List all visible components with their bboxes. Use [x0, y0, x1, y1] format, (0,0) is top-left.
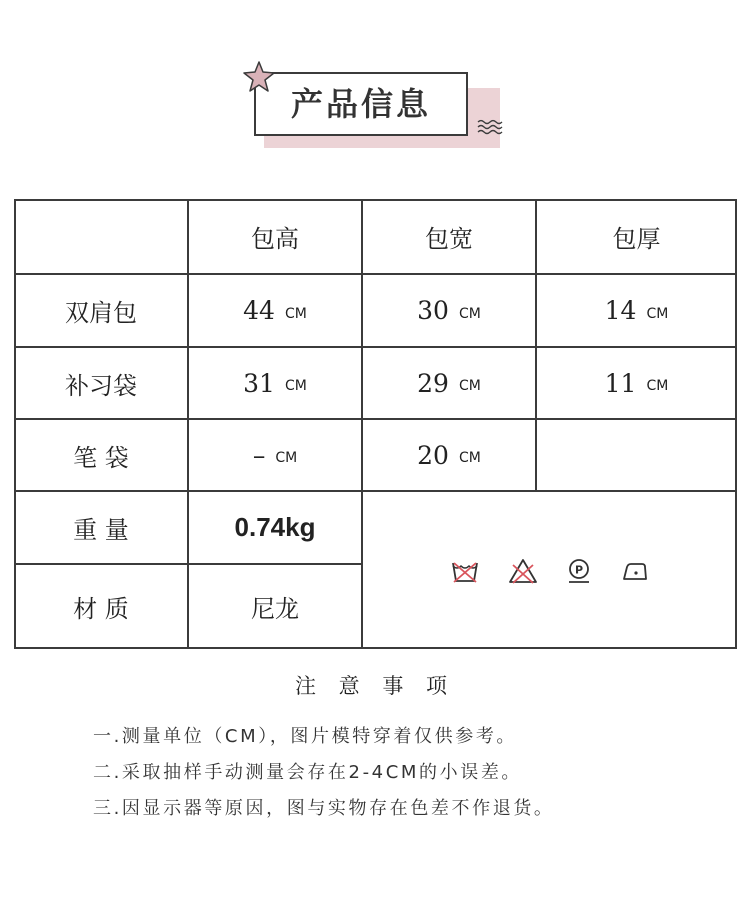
- table-cell: [362, 274, 536, 347]
- cell-value: 20: [417, 440, 449, 470]
- row-label-pencil-case: 笔 袋: [73, 443, 129, 472]
- cell-value: 14: [604, 296, 637, 325]
- header-bag-depth: 包厚: [612, 225, 661, 253]
- header-bag-width: 包宽: [425, 225, 473, 253]
- cell-unit: CM: [284, 378, 307, 394]
- dry-clean-icon: [566, 557, 592, 585]
- list-item: 三.因显示器等原因，图与实物存在色差不作退货。: [93, 798, 555, 819]
- wave-decoration-icon: [476, 118, 506, 136]
- title-banner: [240, 58, 510, 158]
- material-value: 尼龙: [251, 594, 299, 623]
- cell-unit: CM: [646, 378, 669, 394]
- row-label-weight: 重 量: [73, 516, 129, 544]
- row-label-tutoring-bag: 补习袋: [65, 371, 137, 400]
- table-cell: [362, 419, 536, 491]
- weight-value: 0.74kg: [234, 512, 316, 542]
- cell-unit: CM: [646, 305, 669, 322]
- table-cell: [536, 347, 737, 419]
- product-info-table: [14, 199, 737, 649]
- star-icon: [242, 60, 276, 94]
- cell-value: 30: [417, 296, 449, 325]
- list-item: 二.采取抽样手动测量会存在2-4CM的小误差。: [93, 762, 523, 783]
- row-label-material: 材 质: [73, 594, 129, 623]
- table-cell: [536, 274, 737, 347]
- cell-value: –: [252, 440, 266, 470]
- no-bleach-icon: [508, 557, 538, 585]
- cell-unit: CM: [458, 450, 481, 466]
- care-instructions: [450, 557, 650, 585]
- low-iron-icon: [620, 557, 650, 585]
- notes-list: [93, 722, 555, 830]
- cell-value: 44: [243, 296, 275, 325]
- header-bag-height: 包高: [251, 225, 299, 253]
- cell-unit: CM: [284, 305, 307, 322]
- table-cell: [362, 347, 536, 419]
- row-label-backpack: 双肩包: [65, 299, 137, 327]
- cell-unit: CM: [458, 378, 481, 394]
- list-item: 一.测量单位（CM），图片模特穿着仅供参考。: [93, 726, 518, 747]
- cell-value: 31: [243, 368, 275, 398]
- page-title: 产品信息: [290, 85, 431, 123]
- no-wash-icon: [450, 557, 480, 585]
- notes-title: 注 意 事 项: [294, 674, 456, 698]
- table-cell: [188, 347, 362, 419]
- cell-unit: CM: [458, 305, 481, 322]
- cell-unit: CM: [275, 450, 298, 466]
- cell-value: 29: [417, 368, 449, 398]
- table-cell: [188, 419, 362, 491]
- table-cell: [188, 274, 362, 347]
- svg-text:P: P: [574, 563, 584, 577]
- cell-value: 11: [604, 368, 637, 398]
